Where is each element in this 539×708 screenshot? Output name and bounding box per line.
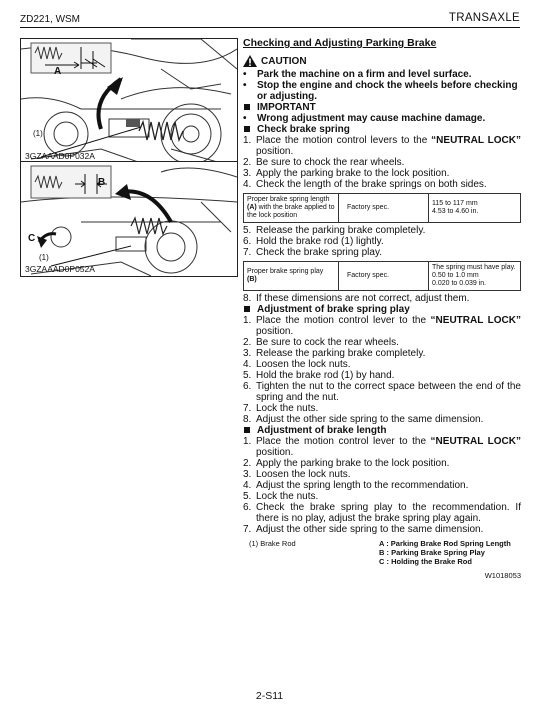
page-number: 2-S11 — [255, 690, 284, 702]
header-rule — [20, 27, 520, 28]
figure-spring-length — [20, 38, 238, 164]
step: 1. Place the motion control lever to the “NEUTRAL LOCK” position. — [243, 436, 521, 458]
square-bullet-icon — [244, 126, 250, 132]
caution-item: • Stop the engine and chock the wheels before checking or adjusting. — [243, 80, 518, 102]
step: 1. Place the motion control levers to the “NEUTRAL LOCK” position. — [243, 135, 521, 157]
spec-value: 115 to 117 mm 4.53 to 4.60 in. — [429, 194, 521, 223]
step: 5. Lock the nuts. — [243, 491, 319, 502]
spec-value: The spring must have play. 0.50 to 1.0 mm 0.020 to 0.039 in. — [429, 262, 521, 291]
spec-table-play — [243, 261, 521, 291]
page-header — [20, 0, 520, 28]
step: 3. Loosen the lock nuts. — [243, 469, 351, 480]
step: 7. Check the brake spring play. — [243, 247, 382, 258]
label-a: A — [54, 66, 62, 77]
spec-item: Proper brake spring play (B) — [244, 262, 339, 291]
label-brake-rod: (1) — [39, 253, 49, 262]
instructions-column — [243, 38, 521, 579]
section-heading: Checking and Adjusting Parking Brake — [243, 37, 437, 49]
step: 2. Apply the parking brake to the lock position. — [243, 458, 450, 469]
warning-icon — [243, 55, 257, 67]
step: 5. Hold the brake rod (1) by hand. — [243, 370, 395, 381]
figure-2-drawing — [21, 162, 237, 276]
spec-type: Factory spec. — [339, 262, 429, 291]
step: 7. Adjust the other side spring to the same dimension. — [243, 524, 484, 535]
step: 6. Tighten the nut to the correct space between the end of the spring and the nut. — [243, 381, 521, 403]
step: 3. Apply the parking brake to the lock position. — [243, 168, 450, 179]
subsection-heading: Adjustment of brake spring play — [243, 304, 521, 315]
step: 5. Release the parking brake completely. — [243, 225, 426, 236]
step: 8. Adjust the other side spring to the same dimension. — [243, 414, 484, 425]
figure-spring-play — [20, 161, 238, 277]
step: 2. Be sure to chock the rear wheels. — [243, 157, 405, 168]
step: 6. Hold the brake rod (1) lightly. — [243, 236, 384, 247]
caution-label: CAUTION — [261, 55, 307, 67]
caution-item: • Park the machine on a firm and level surface. — [243, 69, 472, 80]
step: 3. Release the parking brake completely. — [243, 348, 426, 359]
step: 1. Place the motion control lever to the “NEUTRAL LOCK” position. — [243, 315, 521, 337]
legend-brake-rod: (1) Brake Rod — [249, 539, 296, 548]
manual-id: ZD221, WSM — [20, 14, 81, 25]
important-heading: IMPORTANT — [243, 102, 521, 113]
step: 8. If these dimensions are not correct, adjust them. — [243, 293, 470, 304]
spec-table-length — [243, 193, 521, 223]
spec-item: Proper brake spring length (A) with the brake applied to the lock position — [244, 194, 339, 223]
square-bullet-icon — [244, 427, 250, 433]
label-brake-rod: (1) — [33, 129, 43, 138]
figure-legend — [243, 539, 521, 579]
document-code: W1018053 — [484, 571, 521, 580]
subsection-heading: Check brake spring — [243, 124, 521, 135]
step: 4. Check the length of the brake springs on both sides. — [243, 179, 487, 190]
square-bullet-icon — [244, 104, 250, 110]
step: 7. Lock the nuts. — [243, 403, 319, 414]
step: 6. Check the brake spring play to the recommendation. If there is no play, adjust the brake spring play again. — [243, 502, 521, 524]
label-c: C — [28, 233, 36, 244]
label-b: B — [98, 177, 106, 188]
figure-caption: 3GZAAAD0P032A — [25, 151, 95, 161]
spec-type: Factory spec. — [339, 194, 429, 223]
step: 4. Loosen the lock nuts. — [243, 359, 351, 370]
caution-heading — [243, 55, 521, 67]
important-item: • Wrong adjustment may cause machine damage. — [243, 113, 486, 124]
step: 4. Adjust the spring length to the recommendation. — [243, 480, 469, 491]
subsection-heading: Adjustment of brake length — [243, 425, 521, 436]
figure-1-drawing — [21, 39, 237, 163]
square-bullet-icon — [244, 306, 250, 312]
figure-caption: 3GZAAAD0P052A — [25, 264, 95, 274]
legend-letters: A : Parking Brake Rod Spring Length B : Parking Brake Spring Play C : Holding the Brake Rod — [379, 539, 511, 566]
section-title: TRANSAXLE — [448, 12, 520, 24]
step: 2. Be sure to cock the rear wheels. — [243, 337, 399, 348]
